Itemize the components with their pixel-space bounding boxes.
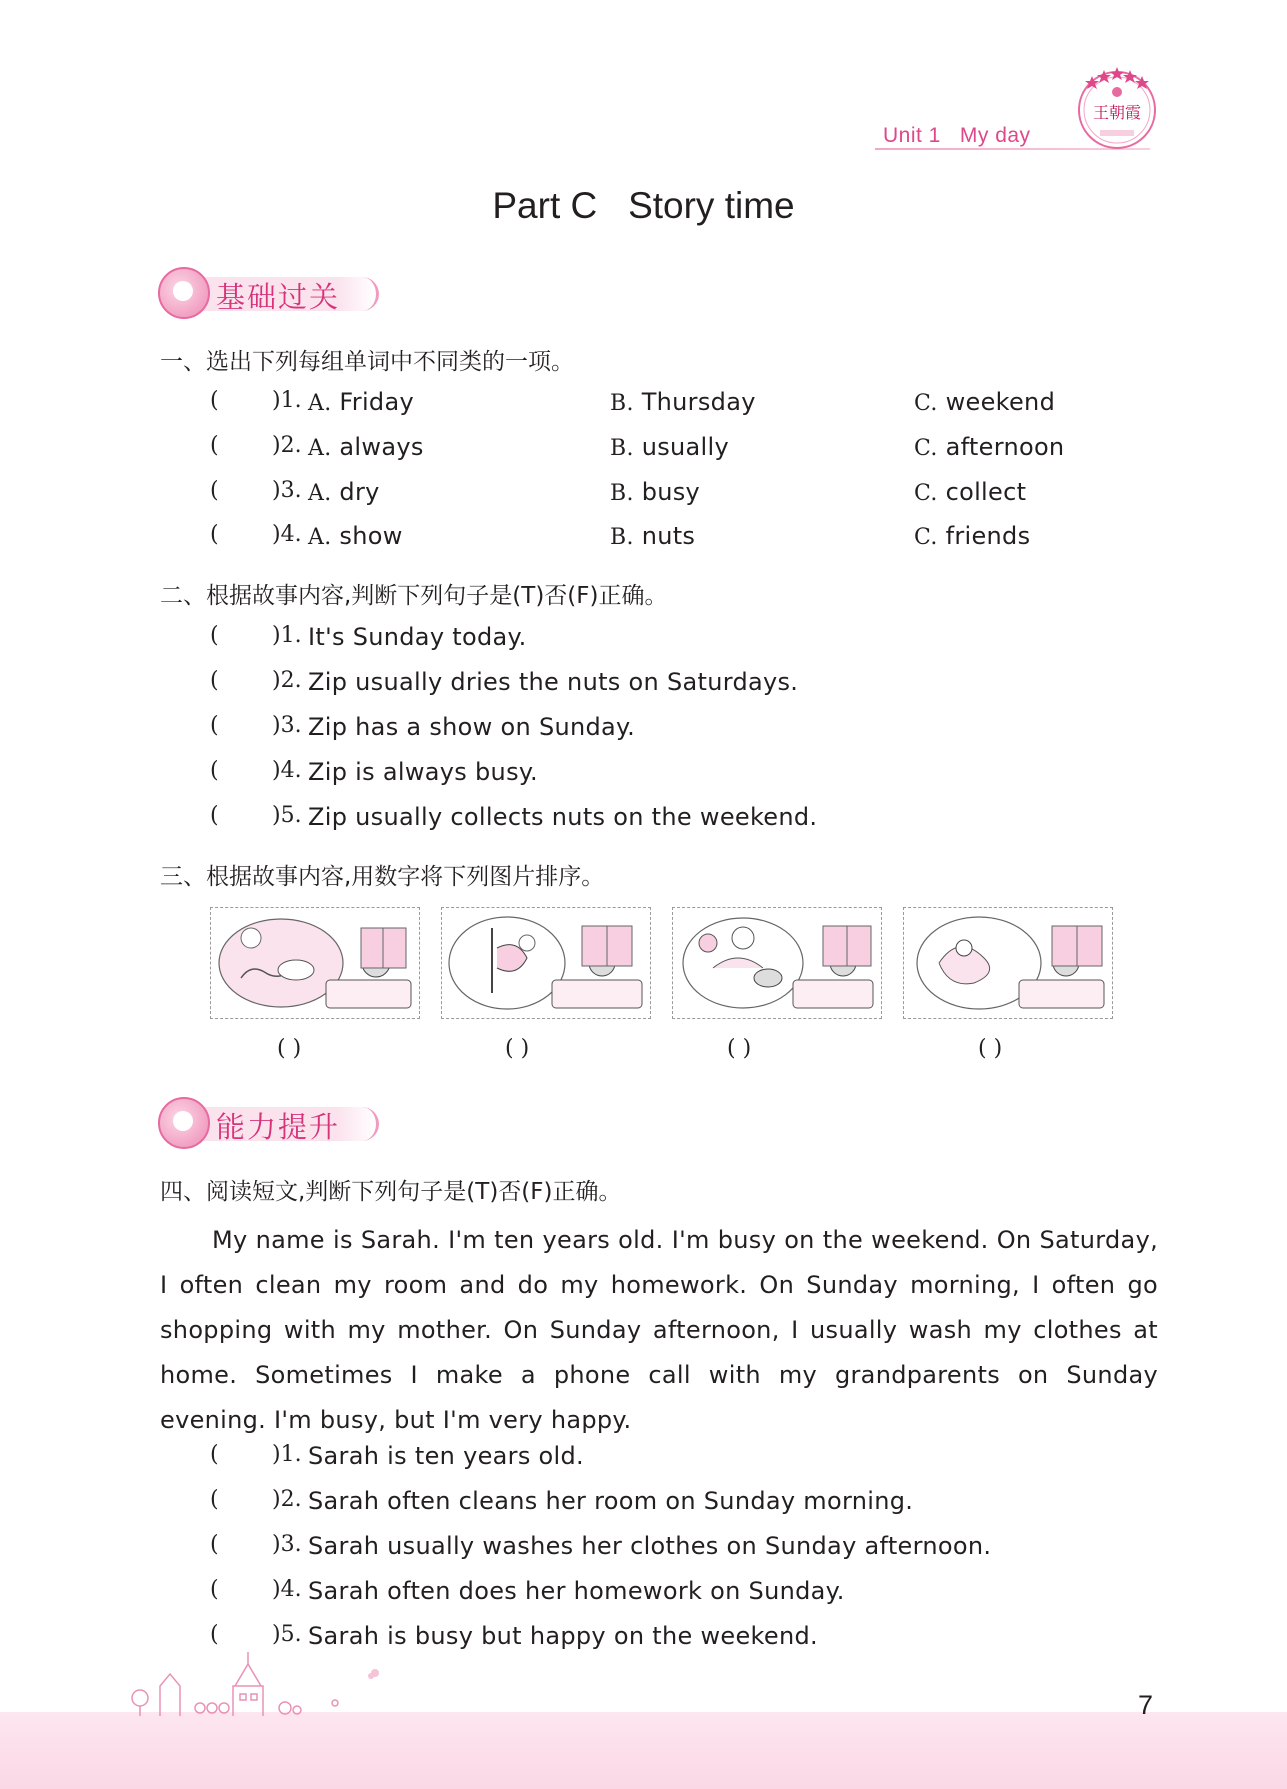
- question-2-item: [0, 803, 1287, 837]
- option-b: [610, 388, 756, 416]
- question-2-item: [0, 623, 1287, 657]
- item-number: )4.: [272, 522, 302, 547]
- answer-blank[interactable]: (: [210, 1487, 219, 1512]
- answer-blank[interactable]: (: [210, 713, 219, 738]
- option-a: [308, 433, 424, 461]
- statement-text: Sarah often cleans her room on Sunday morning.: [308, 1487, 914, 1515]
- statement-text: Zip has a show on Sunday.: [308, 713, 636, 741]
- picture-2-answer-blank[interactable]: ( ): [505, 1036, 530, 1061]
- page-title: Part C Story time: [492, 185, 795, 226]
- option-letter: C.: [914, 525, 938, 550]
- statement-text: It's Sunday today.: [308, 623, 527, 651]
- picture-1-answer-blank[interactable]: ( ): [277, 1036, 302, 1061]
- statement-text: Zip is always busy.: [308, 758, 538, 786]
- question-4-item: [0, 1487, 1287, 1521]
- option-word: usually: [641, 433, 729, 461]
- unit-title: My day: [959, 124, 1031, 147]
- option-letter: B.: [610, 481, 634, 506]
- story-picture-1: [210, 907, 420, 1019]
- option-letter: B.: [610, 436, 634, 461]
- town-illustration: [125, 1648, 385, 1718]
- option-b: [610, 522, 695, 550]
- statement-text: Zip usually collects nuts on the weekend.: [308, 803, 818, 831]
- question-4-item: [0, 1577, 1287, 1611]
- answer-blank[interactable]: (: [210, 758, 219, 783]
- question-3-heading: 三、根据故事内容,用数字将下列图片排序。: [160, 864, 605, 890]
- section-title-basic: 基础过关: [216, 280, 341, 314]
- publisher-logo: [1072, 62, 1162, 152]
- item-number: )3.: [272, 1532, 302, 1557]
- item-number: )4.: [272, 758, 302, 783]
- option-b: [610, 478, 700, 506]
- option-letter: C.: [914, 436, 938, 461]
- item-number: )1.: [272, 1442, 302, 1467]
- option-letter: A.: [308, 525, 332, 550]
- item-number: )2.: [272, 1487, 302, 1512]
- mascot-icon: [158, 1097, 210, 1149]
- option-c: [914, 478, 1026, 506]
- question-1-item: [0, 522, 1287, 556]
- answer-blank[interactable]: (: [210, 803, 219, 828]
- logo-text: 王朝霞: [1092, 103, 1142, 122]
- option-a: [308, 478, 380, 506]
- answer-blank[interactable]: (: [210, 1442, 219, 1467]
- option-letter: B.: [610, 391, 634, 416]
- option-a: [308, 388, 414, 416]
- question-2-item: [0, 713, 1287, 747]
- question-4-heading: 四、阅读短文,判断下列句子是(T)否(F)正确。: [160, 1179, 622, 1205]
- answer-blank[interactable]: (: [210, 668, 219, 693]
- answer-blank[interactable]: (: [210, 478, 219, 503]
- item-number: )5.: [272, 1622, 302, 1647]
- option-word: Thursday: [641, 388, 756, 416]
- story-picture-3: [672, 907, 882, 1019]
- picture-4-answer-blank[interactable]: ( ): [978, 1036, 1003, 1061]
- item-number: )5.: [272, 803, 302, 828]
- question-1-item: [0, 388, 1287, 422]
- picture-3-answer-blank[interactable]: ( ): [727, 1036, 752, 1061]
- option-word: always: [339, 433, 424, 461]
- statement-text: Zip usually dries the nuts on Saturdays.: [308, 668, 799, 696]
- statement-text: Sarah is ten years old.: [308, 1442, 584, 1470]
- option-letter: A.: [308, 391, 332, 416]
- answer-blank[interactable]: (: [210, 623, 219, 648]
- unit-label: Unit 1: [883, 124, 941, 147]
- question-2-item: [0, 668, 1287, 702]
- option-word: show: [339, 522, 403, 550]
- mascot-icon: [158, 267, 210, 319]
- item-number: )3.: [272, 713, 302, 738]
- section-title-advanced: 能力提升: [216, 1110, 341, 1144]
- question-4-item: [0, 1442, 1287, 1476]
- option-word: afternoon: [945, 433, 1065, 461]
- section-badge-advanced: [158, 1097, 388, 1149]
- option-word: friends: [945, 522, 1031, 550]
- answer-blank[interactable]: (: [210, 388, 219, 413]
- option-word: nuts: [641, 522, 696, 550]
- page-number: 7: [1138, 1690, 1154, 1720]
- answer-blank[interactable]: (: [210, 522, 219, 547]
- option-letter: A.: [308, 481, 332, 506]
- answer-blank[interactable]: (: [210, 1577, 219, 1602]
- option-letter: C.: [914, 391, 938, 416]
- footer-band: [0, 1712, 1287, 1789]
- item-number: )4.: [272, 1577, 302, 1602]
- option-word: collect: [945, 478, 1027, 506]
- answer-blank[interactable]: (: [210, 1622, 219, 1647]
- question-2-item: [0, 758, 1287, 792]
- statement-text: Sarah is busy but happy on the weekend.: [308, 1622, 818, 1650]
- question-1-item: [0, 433, 1287, 467]
- option-c: [914, 388, 1055, 416]
- story-picture-2: [441, 907, 651, 1019]
- item-number: )1.: [272, 623, 302, 648]
- option-b: [610, 433, 729, 461]
- option-letter: B.: [610, 525, 634, 550]
- story-picture-4: [903, 907, 1113, 1019]
- statement-text: Sarah usually washes her clothes on Sunday afternoon.: [308, 1532, 992, 1560]
- option-word: dry: [339, 478, 380, 506]
- option-word: weekend: [945, 388, 1056, 416]
- question-1-heading: 一、选出下列每组单词中不同类的一项。: [160, 349, 574, 375]
- answer-blank[interactable]: (: [210, 433, 219, 458]
- question-1-item: [0, 478, 1287, 512]
- running-header: [883, 124, 1031, 148]
- item-number: )1.: [272, 388, 302, 413]
- section-badge-basic: [158, 267, 388, 319]
- item-number: )2.: [272, 668, 302, 693]
- question-2-heading: 二、根据故事内容,判断下列句子是(T)否(F)正确。: [160, 583, 668, 609]
- answer-blank[interactable]: (: [210, 1532, 219, 1557]
- statement-text: Sarah often does her homework on Sunday.: [308, 1577, 845, 1605]
- item-number: )2.: [272, 433, 302, 458]
- question-4-item: [0, 1532, 1287, 1566]
- option-word: Friday: [339, 388, 414, 416]
- reading-passage: My name is Sarah. I'm ten years old. I'm busy on the weekend. On Saturday, I often clean my room and do my homework. On Sunday morning, I often go shopping with my mother. On Sunday afternoon, I usually wash my clothes at home. Sometimes I make a phone call with my grandparents on Sunday evening. I'm busy, but I'm very happy.: [160, 1226, 1158, 1434]
- item-number: )3.: [272, 478, 302, 503]
- option-a: [308, 522, 403, 550]
- option-letter: C.: [914, 481, 938, 506]
- option-c: [914, 433, 1064, 461]
- option-c: [914, 522, 1030, 550]
- option-letter: A.: [308, 436, 332, 461]
- option-word: busy: [641, 478, 701, 506]
